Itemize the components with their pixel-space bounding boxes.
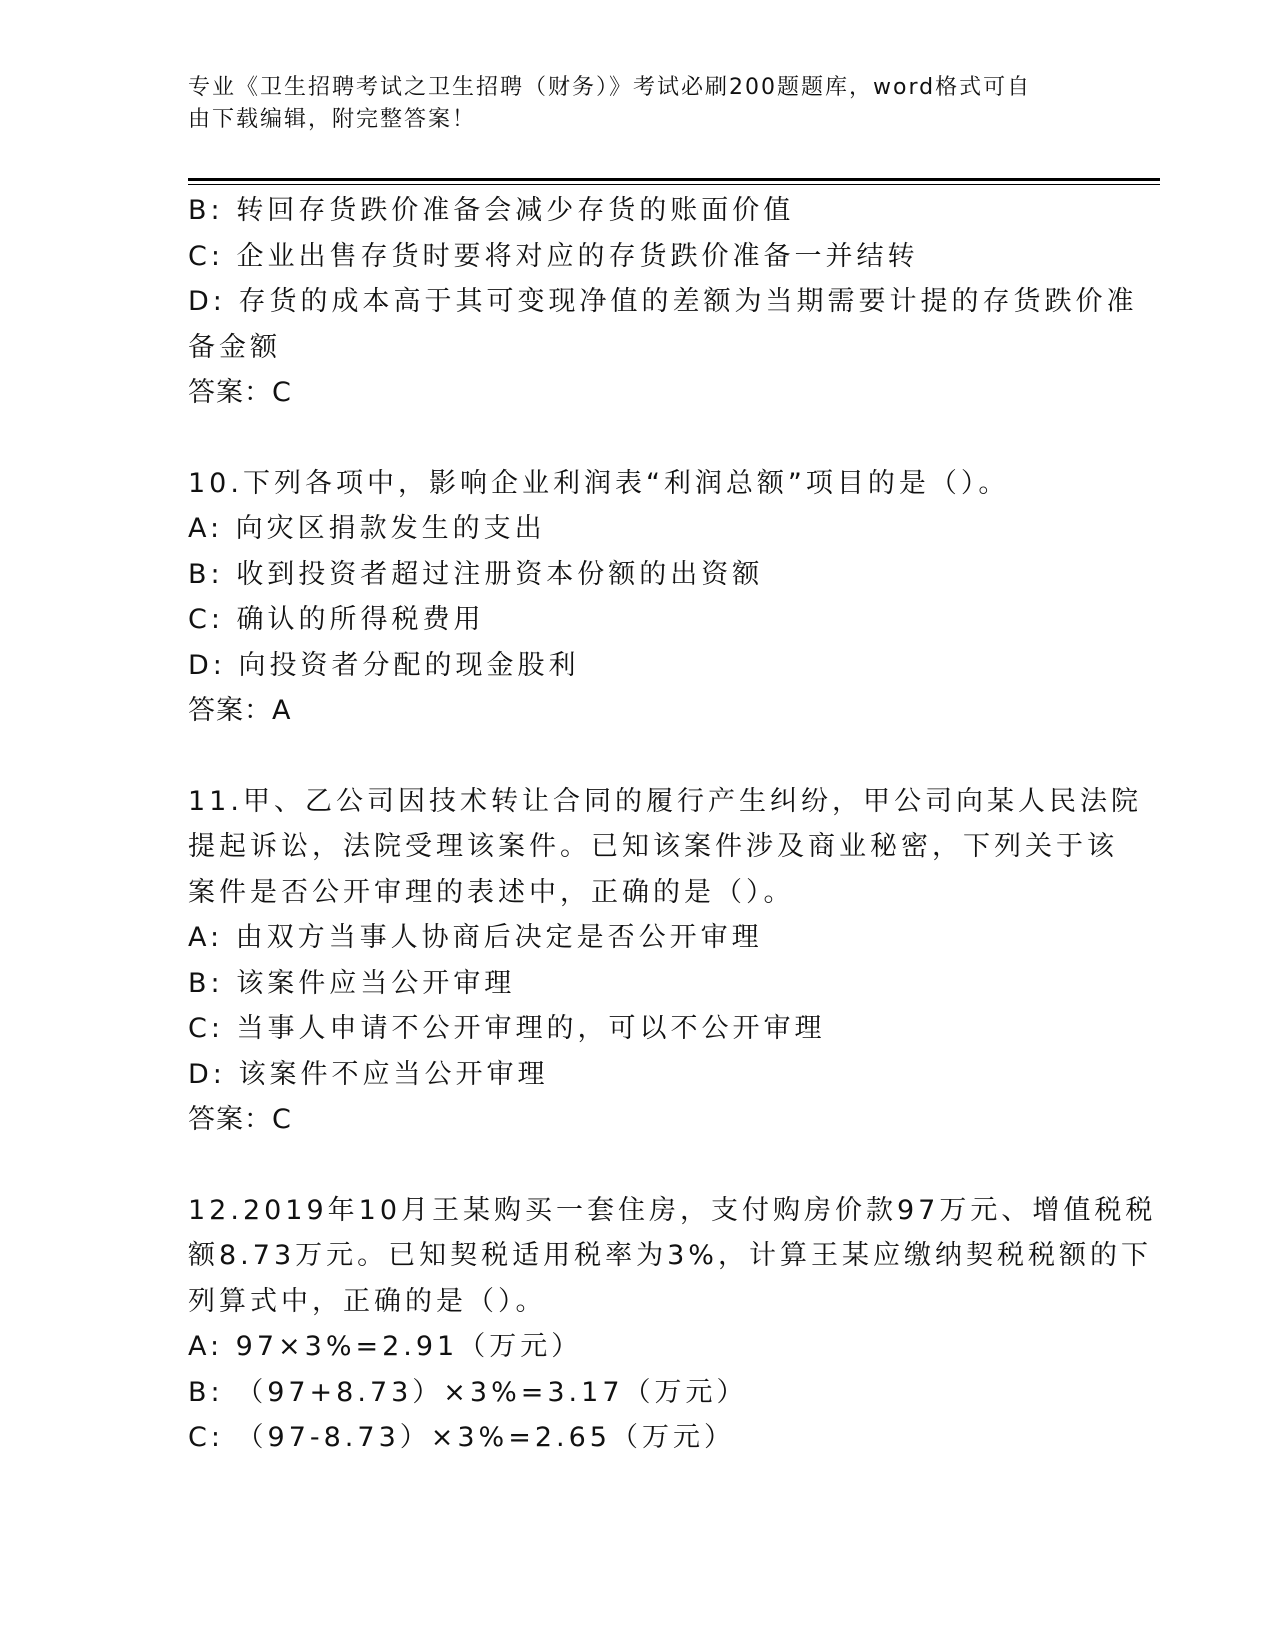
question-stem-continued: 额8.73万元。已知契税适用税率为3%，计算王某应缴纳契税税额的下 [188, 1240, 1152, 1271]
question-12 [188, 1188, 1157, 1461]
header-line-2: 由下载编辑，附完整答案！ [188, 107, 477, 132]
option-a: A: 向灾区捐款发生的支出 [188, 513, 546, 544]
header-rule-thin [188, 184, 1160, 185]
answer-line: 答案：C [188, 1104, 292, 1135]
option-d: D: 该案件不应当公开审理 [188, 1058, 549, 1090]
answer-line: 答案：C [188, 377, 292, 408]
option-a: A: 97×3%=2.91（万元） [188, 1331, 583, 1362]
answer-line: 答案：A [188, 695, 292, 726]
option-b: B: （97+8.73）×3%=3.17（万元） [188, 1376, 748, 1408]
option-c: C: 当事人申请不公开审理的，可以不公开审理 [188, 1013, 826, 1044]
option-c: C: （97-8.73）×3%=2.65（万元） [188, 1422, 735, 1453]
option-d: D: 存货的成本高于其可变现净值的差额为当期需要计提的存货跌价准 [188, 286, 1138, 317]
header-rule-thick [188, 178, 1160, 181]
question-stem: 10.下列各项中，影响企业利润表“利润总额”项目的是（）。 [188, 467, 1010, 499]
document-header [188, 72, 1088, 136]
question-11 [188, 779, 1142, 1143]
question-list [188, 188, 1157, 1461]
option-d-continued: 备金额 [188, 331, 281, 363]
option-c: C: 企业出售存货时要将对应的存货跌价准备一并结转 [188, 240, 919, 272]
option-b: B: 该案件应当公开审理 [188, 967, 516, 999]
question-stem-continued: 案件是否公开审理的表述中，正确的是（）。 [188, 876, 795, 908]
header-line-1: 专业《卫生招聘考试之卫生招聘（财务）》考试必刷200题题库，word格式可自 [188, 75, 1032, 100]
question-9-tail [188, 188, 1138, 416]
option-d: D: 向投资者分配的现金股利 [188, 649, 580, 681]
question-stem: 11.甲、乙公司因技术转让合同的履行产生纠纷，甲公司向某人民法院 [188, 785, 1142, 817]
option-c: C: 确认的所得税费用 [188, 604, 485, 635]
question-stem-continued: 列算式中，正确的是（）。 [188, 1285, 547, 1317]
option-a: A: 由双方当事人协商后决定是否公开审理 [188, 922, 763, 953]
question-10 [188, 461, 1088, 734]
question-stem: 12.2019年10月王某购买一套住房，支付购房价款97万元、增值税税 [188, 1194, 1157, 1226]
option-b: B: 转回存货跌价准备会减少存货的账面价值 [188, 195, 795, 226]
option-b: B: 收到投资者超过注册资本份额的出资额 [188, 558, 764, 590]
question-stem-continued: 提起诉讼，法院受理该案件。已知该案件涉及商业秘密，下列关于该 [188, 831, 1118, 862]
